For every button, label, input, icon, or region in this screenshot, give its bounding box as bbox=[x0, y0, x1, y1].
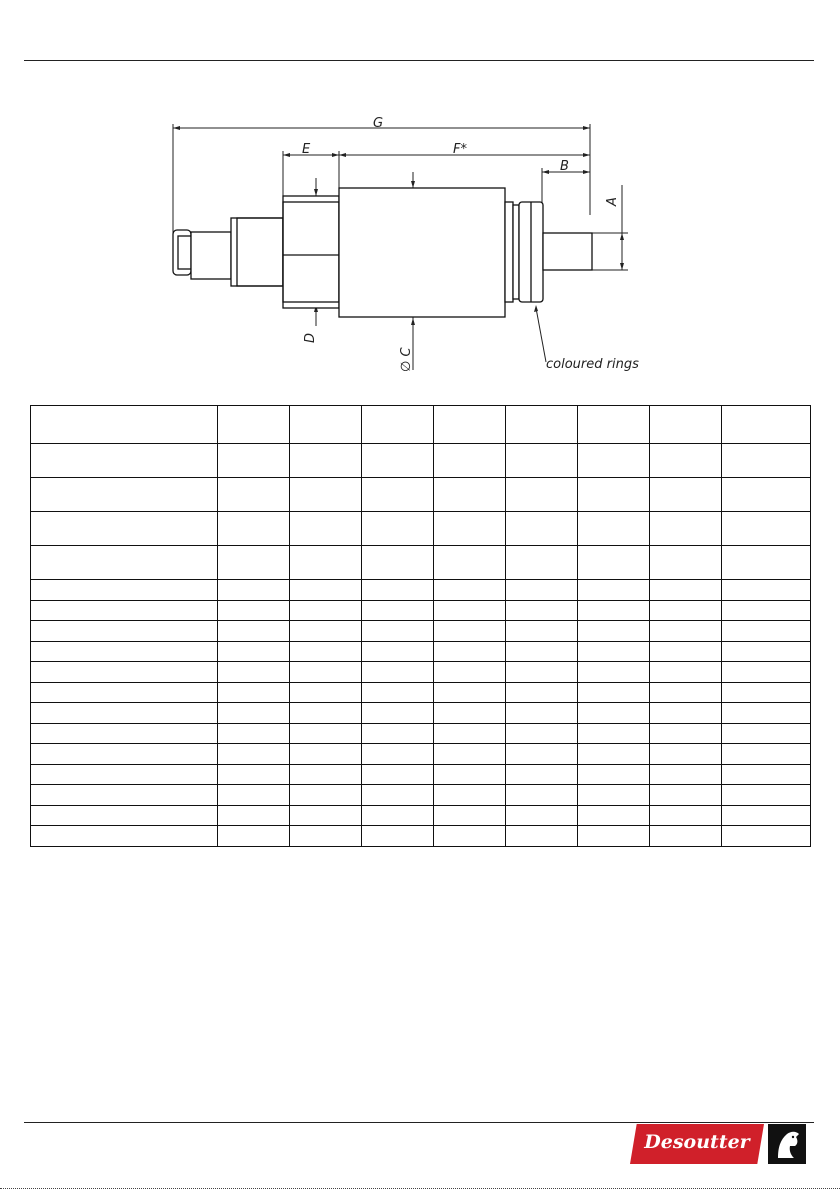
table-cell bbox=[290, 642, 362, 662]
table-row bbox=[31, 580, 811, 601]
table-row bbox=[31, 478, 811, 512]
table-cell bbox=[578, 785, 650, 806]
table-cell bbox=[434, 478, 506, 512]
table-cell bbox=[290, 703, 362, 724]
table-cell bbox=[722, 785, 811, 806]
table-cell bbox=[31, 785, 218, 806]
table-row bbox=[31, 406, 811, 444]
table-cell bbox=[31, 621, 218, 642]
table-cell bbox=[578, 478, 650, 512]
table-cell bbox=[218, 806, 290, 826]
table-cell bbox=[578, 806, 650, 826]
table-cell bbox=[722, 621, 811, 642]
table-cell bbox=[362, 621, 434, 642]
table-cell bbox=[218, 621, 290, 642]
table-cell bbox=[362, 546, 434, 580]
table-cell bbox=[650, 662, 722, 683]
horse-head-icon bbox=[768, 1124, 806, 1164]
table-cell bbox=[31, 703, 218, 724]
table-cell bbox=[434, 785, 506, 806]
table-cell bbox=[362, 406, 434, 444]
dim-label-d: D bbox=[303, 332, 318, 343]
table-cell bbox=[722, 444, 811, 478]
table-cell bbox=[434, 601, 506, 621]
table-cell bbox=[218, 601, 290, 621]
table-cell bbox=[31, 724, 218, 744]
table-cell bbox=[578, 683, 650, 703]
table-row bbox=[31, 744, 811, 765]
table-row bbox=[31, 512, 811, 546]
table-cell bbox=[31, 744, 218, 765]
table-cell bbox=[506, 478, 578, 512]
table-cell bbox=[290, 406, 362, 444]
table-cell bbox=[650, 444, 722, 478]
table-cell bbox=[434, 621, 506, 642]
table-cell bbox=[722, 546, 811, 580]
table-cell bbox=[218, 512, 290, 546]
table-cell bbox=[650, 765, 722, 785]
table-cell bbox=[362, 601, 434, 621]
table-cell bbox=[362, 703, 434, 724]
table-cell bbox=[650, 806, 722, 826]
table-cell bbox=[362, 444, 434, 478]
table-cell bbox=[506, 546, 578, 580]
table-cell bbox=[722, 478, 811, 512]
table-cell bbox=[722, 683, 811, 703]
dim-label-g: G bbox=[373, 116, 384, 131]
table-cell bbox=[218, 765, 290, 785]
table-cell bbox=[31, 765, 218, 785]
table-cell bbox=[578, 406, 650, 444]
table-cell bbox=[434, 765, 506, 785]
table-cell bbox=[362, 580, 434, 601]
dim-label-a: A bbox=[605, 197, 620, 206]
table-cell bbox=[650, 478, 722, 512]
table-cell bbox=[362, 478, 434, 512]
table-cell bbox=[506, 642, 578, 662]
table-cell bbox=[290, 744, 362, 765]
table-cell bbox=[506, 683, 578, 703]
table-row bbox=[31, 444, 811, 478]
dim-label-e: E bbox=[302, 142, 311, 157]
table-cell bbox=[31, 601, 218, 621]
table-cell bbox=[290, 683, 362, 703]
table-cell bbox=[290, 765, 362, 785]
table-cell bbox=[722, 703, 811, 724]
table-cell bbox=[650, 785, 722, 806]
table-cell bbox=[578, 444, 650, 478]
table-cell bbox=[434, 806, 506, 826]
dim-label-f: F* bbox=[453, 142, 467, 157]
dimension-drawing bbox=[0, 0, 840, 400]
table-cell bbox=[434, 744, 506, 765]
table-cell bbox=[650, 580, 722, 601]
table-cell bbox=[722, 765, 811, 785]
table-cell bbox=[578, 642, 650, 662]
table-cell bbox=[722, 744, 811, 765]
table-cell bbox=[31, 512, 218, 546]
table-cell bbox=[290, 601, 362, 621]
table-cell bbox=[722, 512, 811, 546]
table-row bbox=[31, 683, 811, 703]
table-cell bbox=[362, 765, 434, 785]
table-cell bbox=[650, 826, 722, 847]
table-cell bbox=[362, 806, 434, 826]
table-cell bbox=[218, 744, 290, 765]
table-cell bbox=[506, 621, 578, 642]
table-cell bbox=[362, 724, 434, 744]
table-row bbox=[31, 724, 811, 744]
table-cell bbox=[362, 642, 434, 662]
table-cell bbox=[290, 580, 362, 601]
table-cell bbox=[218, 703, 290, 724]
table-cell bbox=[31, 580, 218, 601]
table-cell bbox=[506, 444, 578, 478]
table-cell bbox=[362, 744, 434, 765]
table-cell bbox=[218, 546, 290, 580]
table-cell bbox=[434, 406, 506, 444]
table-cell bbox=[578, 580, 650, 601]
table-cell bbox=[722, 662, 811, 683]
table-cell bbox=[506, 662, 578, 683]
table-cell bbox=[650, 703, 722, 724]
table-cell bbox=[434, 724, 506, 744]
table-cell bbox=[434, 580, 506, 601]
table-cell bbox=[31, 444, 218, 478]
table-row bbox=[31, 806, 811, 826]
table-row bbox=[31, 765, 811, 785]
dimension-table bbox=[30, 405, 811, 847]
table-cell bbox=[506, 580, 578, 601]
table-cell bbox=[506, 826, 578, 847]
table-cell bbox=[650, 621, 722, 642]
table-cell bbox=[290, 444, 362, 478]
table-cell bbox=[722, 826, 811, 847]
table-cell bbox=[362, 683, 434, 703]
table-cell bbox=[722, 580, 811, 601]
table-cell bbox=[506, 765, 578, 785]
table-cell bbox=[290, 785, 362, 806]
table-row bbox=[31, 642, 811, 662]
table-cell bbox=[650, 546, 722, 580]
table-cell bbox=[434, 642, 506, 662]
table-cell bbox=[434, 546, 506, 580]
table-cell bbox=[218, 478, 290, 512]
table-cell bbox=[506, 512, 578, 546]
table-cell bbox=[722, 724, 811, 744]
table-cell bbox=[434, 826, 506, 847]
table-cell bbox=[506, 406, 578, 444]
table-cell bbox=[578, 826, 650, 847]
table-cell bbox=[506, 785, 578, 806]
table-row bbox=[31, 785, 811, 806]
table-cell bbox=[650, 601, 722, 621]
table-cell bbox=[434, 444, 506, 478]
table-cell bbox=[434, 683, 506, 703]
table-cell bbox=[650, 642, 722, 662]
table-cell bbox=[506, 806, 578, 826]
table-cell bbox=[290, 621, 362, 642]
table-cell bbox=[578, 765, 650, 785]
table-cell bbox=[722, 406, 811, 444]
table-cell bbox=[650, 512, 722, 546]
table-cell bbox=[362, 785, 434, 806]
table-cell bbox=[290, 806, 362, 826]
table-cell bbox=[31, 546, 218, 580]
table-cell bbox=[218, 406, 290, 444]
table-cell bbox=[218, 724, 290, 744]
table-cell bbox=[506, 703, 578, 724]
table-cell bbox=[362, 512, 434, 546]
table-cell bbox=[506, 724, 578, 744]
dim-label-b: B bbox=[560, 159, 569, 174]
dim-label-c: ∅ C bbox=[399, 347, 414, 372]
table-row bbox=[31, 621, 811, 642]
table-cell bbox=[434, 662, 506, 683]
table-cell bbox=[290, 478, 362, 512]
table-cell bbox=[434, 512, 506, 546]
table-row bbox=[31, 601, 811, 621]
table-cell bbox=[31, 662, 218, 683]
footer-rule bbox=[24, 1122, 814, 1123]
table-cell bbox=[218, 642, 290, 662]
table-cell bbox=[218, 662, 290, 683]
table-cell bbox=[434, 703, 506, 724]
table-row bbox=[31, 826, 811, 847]
table-cell bbox=[218, 826, 290, 847]
table-cell bbox=[578, 724, 650, 744]
table-cell bbox=[722, 806, 811, 826]
table-cell bbox=[722, 601, 811, 621]
table-cell bbox=[578, 621, 650, 642]
table-cell bbox=[290, 662, 362, 683]
table-cell bbox=[578, 546, 650, 580]
table-cell bbox=[31, 406, 218, 444]
table-cell bbox=[290, 826, 362, 847]
table-cell bbox=[650, 724, 722, 744]
table-cell bbox=[362, 662, 434, 683]
logo-brand-text: Desoutter bbox=[644, 1131, 750, 1153]
table-cell bbox=[218, 580, 290, 601]
table-cell bbox=[31, 806, 218, 826]
table-cell bbox=[362, 826, 434, 847]
table-cell bbox=[290, 724, 362, 744]
coloured-rings-label: coloured rings bbox=[546, 357, 639, 372]
table-cell bbox=[650, 406, 722, 444]
table-cell bbox=[31, 478, 218, 512]
table-cell bbox=[31, 826, 218, 847]
table-cell bbox=[31, 642, 218, 662]
table-cell bbox=[290, 546, 362, 580]
table-cell bbox=[578, 703, 650, 724]
table-cell bbox=[578, 662, 650, 683]
table-cell bbox=[506, 744, 578, 765]
table-cell bbox=[218, 444, 290, 478]
table-row bbox=[31, 546, 811, 580]
table-row bbox=[31, 662, 811, 683]
desoutter-logo bbox=[630, 1124, 806, 1164]
table-cell bbox=[290, 512, 362, 546]
table-cell bbox=[218, 785, 290, 806]
table-cell bbox=[506, 601, 578, 621]
table-row bbox=[31, 703, 811, 724]
table-cell bbox=[218, 683, 290, 703]
table-cell bbox=[31, 683, 218, 703]
table-cell bbox=[722, 642, 811, 662]
table-cell bbox=[578, 601, 650, 621]
table-cell bbox=[578, 744, 650, 765]
table-cell bbox=[578, 512, 650, 546]
table-cell bbox=[650, 744, 722, 765]
page-edge-dots bbox=[0, 1188, 840, 1189]
table-cell bbox=[650, 683, 722, 703]
